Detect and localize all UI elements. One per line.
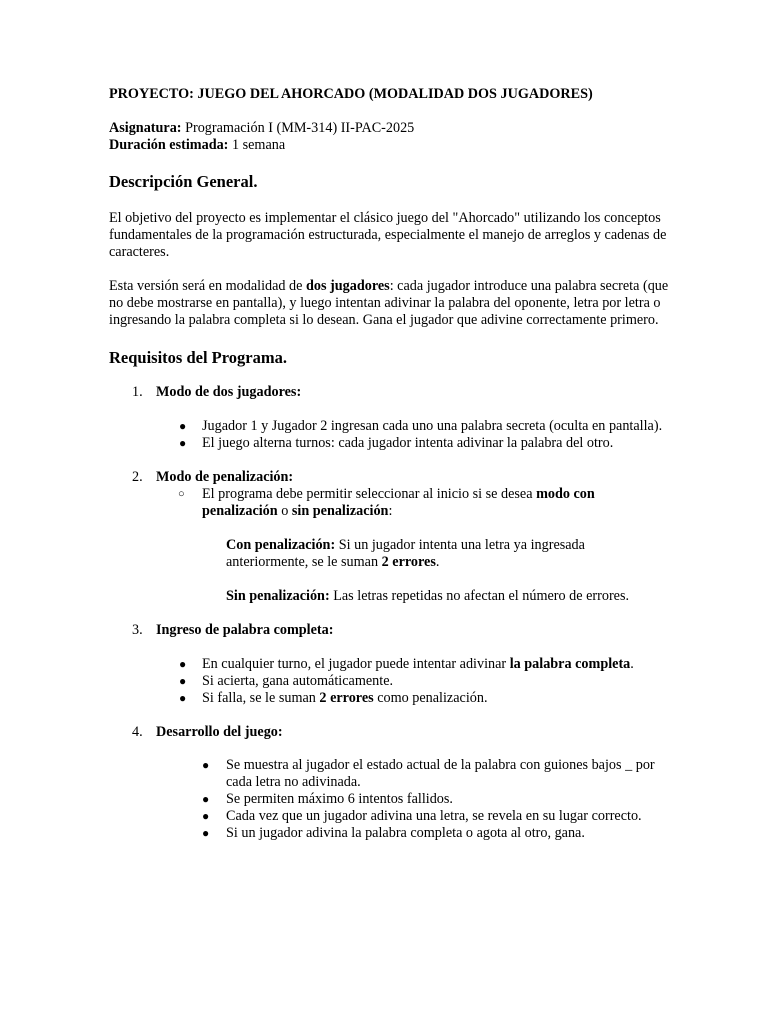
requirement-3-bullets [109, 656, 669, 707]
item-title: Modo de dos jugadores: [156, 384, 302, 400]
bullet-icon: ● [179, 674, 187, 688]
list-item: ○ El programa debe permitir seleccionar al inicio si se desea modo con penalización o sin penalización: [178, 486, 595, 519]
item-number: 1. [132, 384, 143, 400]
sin-penalizacion-paragraph: Sin penalización: Las letras repetidas no afectan el número de errores. [226, 588, 630, 604]
requirement-item-2 [109, 469, 669, 486]
description-paragraph-2: Esta versión será en modalidad de dos jugadores: cada jugador introduce una palabra secreta (que no debe mostrarse en pantalla), y luego intentan adivinar la palabra del oponente, letra por letra o ingresando la palabra completa si lo desean. Gana el jugador que adivine correctamente primero. [109, 278, 669, 328]
list-item: ● Cada vez que un jugador adivina una letra, se revela en su lugar correcto. [202, 808, 642, 824]
requirements-heading: Requisitos del Programa. [109, 348, 287, 367]
item-title: Desarrollo del juego: [156, 724, 283, 740]
item-number: 4. [132, 724, 143, 740]
item-number: 3. [132, 622, 143, 638]
bullet-icon: ● [179, 691, 187, 705]
list-item: ● Jugador 1 y Jugador 2 ingresan cada uno una palabra secreta (oculta en pantalla). [179, 418, 663, 434]
bullet-icon: ● [179, 657, 187, 671]
requirement-item-3 [109, 622, 669, 639]
requirement-1-bullets [109, 418, 669, 452]
course-info [109, 120, 669, 154]
list-item: ● Si un jugador adivina la palabra completa o agota al otro, gana. [202, 825, 585, 841]
bullet-icon: ● [202, 809, 210, 823]
requirement-2-options [109, 486, 669, 520]
item-title: Modo de penalización: [156, 469, 294, 485]
document-body [109, 84, 669, 842]
bullet-icon: ● [179, 436, 187, 450]
requirement-item-4 [109, 724, 669, 741]
bullet-icon: ● [202, 758, 210, 772]
description-paragraph-1: El objetivo del proyecto es implementar el clásico juego del "Ahorcado" utilizando los conceptos fundamentales de la programación estructurada, especialmente el manejo de arreglos y cadenas de caracteres. [109, 210, 667, 260]
bullet-icon: ● [179, 419, 187, 433]
list-item: ● Se permiten máximo 6 intentos fallidos. [202, 791, 453, 807]
list-item: ● Se muestra al jugador el estado actual de la palabra con guiones bajos _ por cada letra no adivinada. [202, 757, 655, 790]
bullet-icon: ● [202, 826, 210, 840]
list-item: ● Si acierta, gana automáticamente. [179, 673, 394, 689]
document-title: PROYECTO: JUEGO DEL AHORCADO (MODALIDAD DOS JUGADORES) [109, 86, 593, 102]
circle-bullet-icon: ○ [178, 488, 185, 500]
item-title: Ingreso de palabra completa: [156, 622, 334, 638]
list-item: ● Si falla, se le suman 2 errores como penalización. [179, 690, 488, 706]
asignatura-line: Asignatura: Programación I (MM-314) II-PAC-2025 [109, 120, 415, 136]
duracion-line: Duración estimada: 1 semana [109, 137, 286, 153]
list-item: ● En cualquier turno, el jugador puede intentar adivinar la palabra completa. [179, 656, 634, 672]
item-number: 2. [132, 469, 143, 485]
list-item: ● El juego alterna turnos: cada jugador intenta adivinar la palabra del otro. [179, 435, 614, 451]
bullet-icon: ● [202, 792, 210, 806]
requirement-item-1 [109, 384, 669, 401]
description-heading: Descripción General. [109, 172, 258, 191]
con-penalizacion-paragraph: Con penalización: Si un jugador intenta una letra ya ingresada anteriormente, se le suman 2 errores. [226, 537, 585, 570]
requirement-4-bullets [109, 757, 666, 842]
